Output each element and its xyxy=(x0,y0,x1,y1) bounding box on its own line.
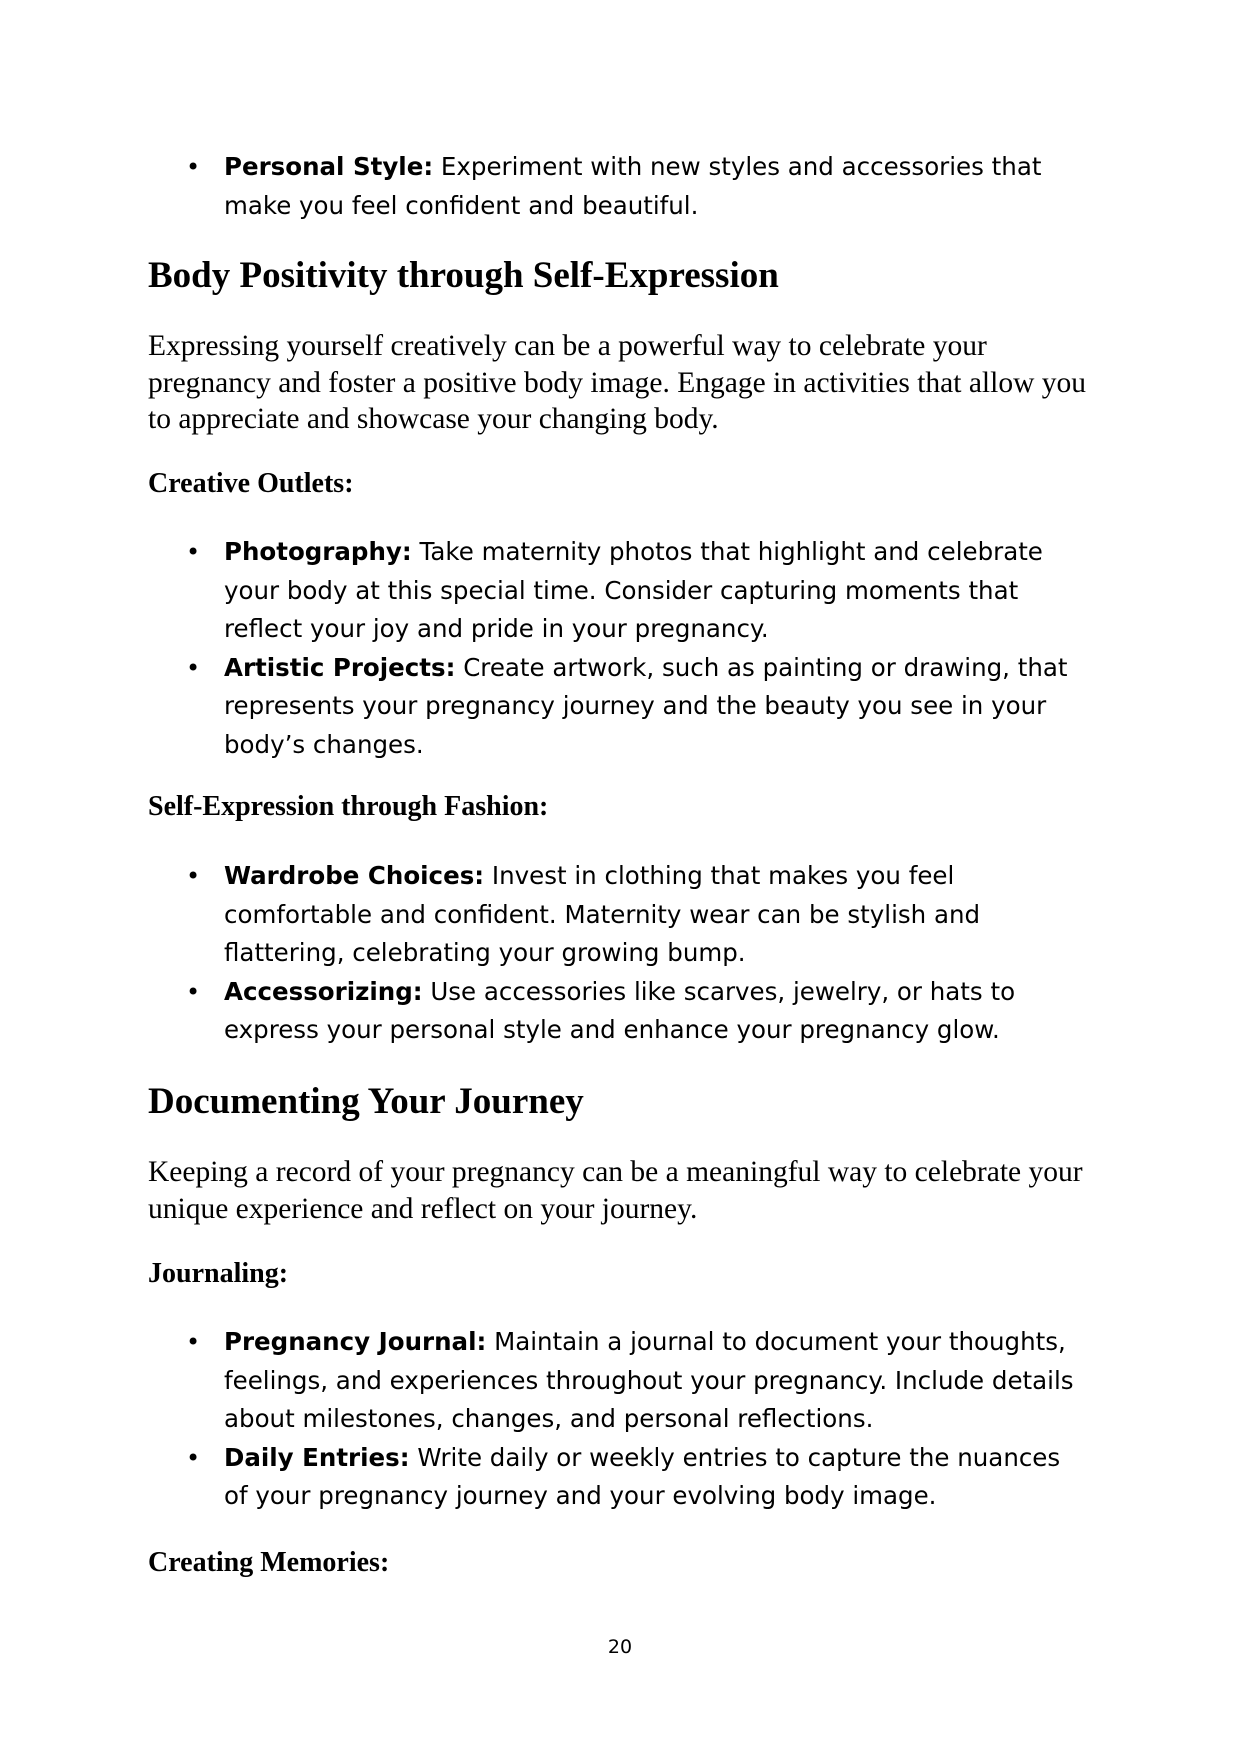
bullet-icon: • xyxy=(186,153,201,181)
bullet-label: Photography: xyxy=(224,537,412,566)
bullet-text: Take maternity photos that highlight and celebrate your body at this special time. Consider capturing moments that reflect your joy and pride in your pregnancy. xyxy=(224,537,1043,643)
personal-style-list xyxy=(0,148,1240,225)
bullet-icon: • xyxy=(186,538,201,566)
bullet-text: Use accessories like scarves, jewelry, or hats to express your personal style and enhance your pregnancy glow. xyxy=(224,976,1016,1044)
list-item xyxy=(0,857,1240,973)
fashion-list xyxy=(0,857,1240,1050)
section-heading-body-positivity: Body Positivity through Self-Expression xyxy=(148,255,779,296)
bullet-label: Artistic Projects: xyxy=(224,652,456,682)
bullet-label: Personal Style: xyxy=(224,152,434,181)
subheading-creating-memories: Creating Memories: xyxy=(148,1547,390,1578)
list-item xyxy=(0,533,1240,649)
bullet-icon: • xyxy=(186,1328,201,1356)
subheading-fashion: Self-Expression through Fashion: xyxy=(148,791,549,822)
bullet-text: Write daily or weekly entries to capture the nuances of your pregnancy journey and your evolving body image. xyxy=(224,1442,1061,1510)
bullet-icon: • xyxy=(186,862,201,890)
list-item xyxy=(0,973,1240,1050)
bullet-text: Create artwork, such as painting or drawing, that represents your pregnancy journey and the beauty you see in your body’s changes. xyxy=(224,652,1068,759)
bullet-icon: • xyxy=(186,977,201,1006)
list-item xyxy=(0,649,1240,765)
subheading-journaling: Journaling: xyxy=(148,1258,289,1289)
body-positivity-intro: Expressing yourself creatively can be a powerful way to celebrate your pregnancy and foster a positive body image. Engage in activities that allow you to appreciate and showcase your changing body. xyxy=(148,330,1086,435)
bullet-text: Experiment with new styles and accessories that make you feel confident and beautiful. xyxy=(224,152,1042,220)
documenting-intro: Keeping a record of your pregnancy can be a meaningful way to celebrate your unique experience and reflect on your journey. xyxy=(148,1156,1083,1225)
list-item xyxy=(0,148,1240,225)
list-item xyxy=(0,1439,1240,1516)
creative-outlets-list xyxy=(0,533,1240,764)
bullet-label: Accessorizing: xyxy=(224,976,423,1006)
subheading-creative-outlets: Creative Outlets: xyxy=(148,468,354,499)
journaling-list xyxy=(0,1323,1240,1516)
page-number: 20 xyxy=(607,1636,633,1658)
bullet-label: Daily Entries: xyxy=(224,1442,410,1472)
section-heading-documenting: Documenting Your Journey xyxy=(148,1081,584,1122)
bullet-icon: • xyxy=(186,653,201,682)
bullet-text: Maintain a journal to document your thoughts, feelings, and experiences throughout your pregnancy. Include details about milestones, changes, and personal reflections. xyxy=(224,1327,1074,1433)
list-item xyxy=(0,1323,1240,1439)
bullet-icon: • xyxy=(186,1443,201,1472)
bullet-text: Invest in clothing that makes you feel comfortable and confident. Maternity wear can be stylish and flattering, celebrating your growing bump. xyxy=(224,861,981,967)
bullet-label: Wardrobe Choices: xyxy=(224,861,485,890)
bullet-label: Pregnancy Journal: xyxy=(224,1327,487,1356)
